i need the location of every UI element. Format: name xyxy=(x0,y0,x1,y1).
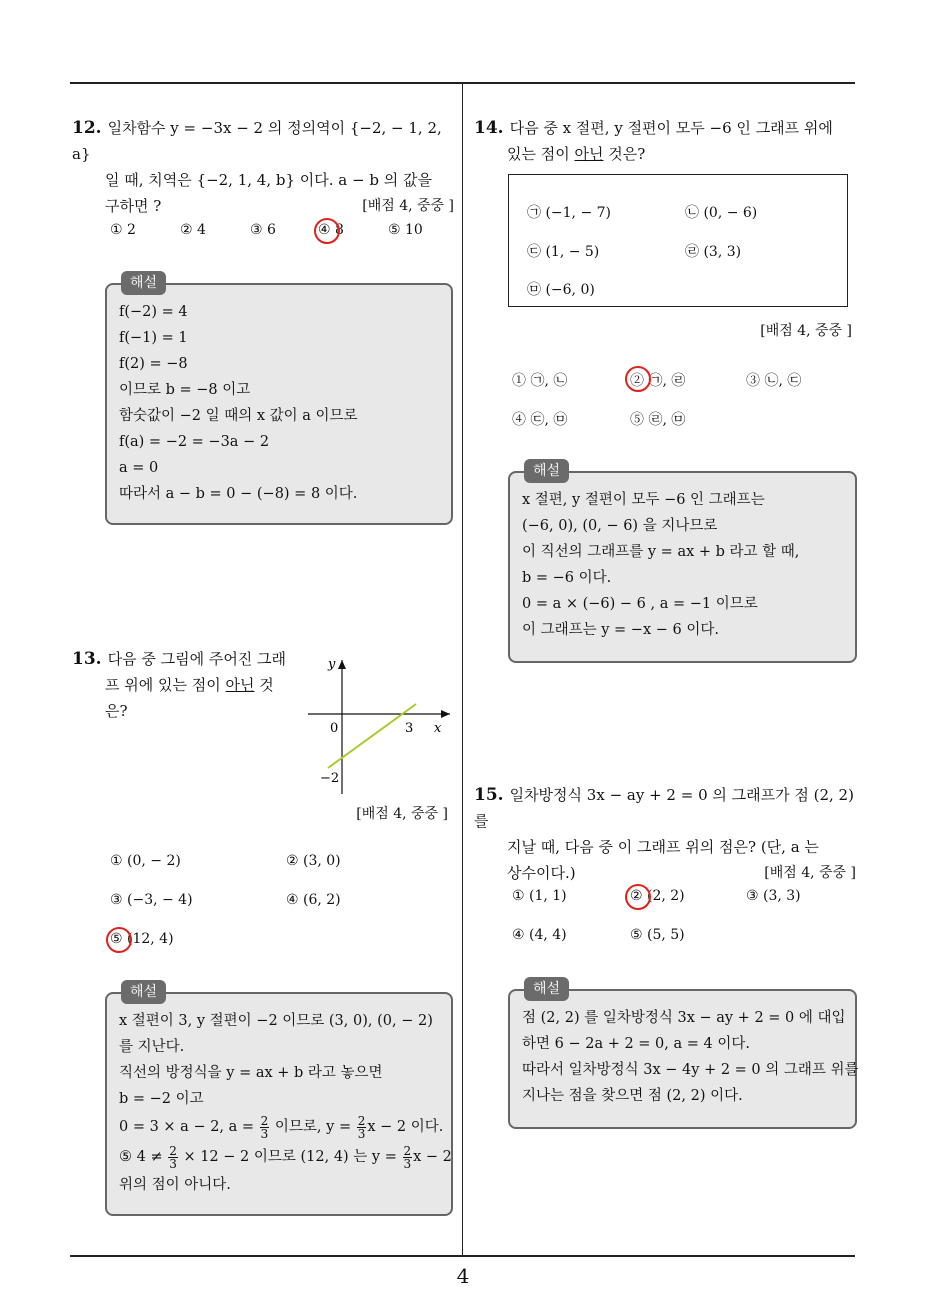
solution-box-13 xyxy=(105,984,453,1216)
statement-item: ㉢ (1, − 5) xyxy=(527,244,600,260)
solution-line: b = −2 이고 xyxy=(119,1091,204,1107)
question-12 xyxy=(72,115,454,219)
solution-text: x − 2 xyxy=(413,1149,452,1165)
statement-box-14 xyxy=(508,174,848,307)
choice-3[interactable]: ③ (3, 3) xyxy=(746,888,801,904)
question-text-line: 지날 때, 다음 중 이 그래프 위의 점은? (단, a 는 xyxy=(507,838,819,856)
question-text-line: 일차방정식 3x − ay + 2 = 0 의 그래프가 점 (2, 2) 를 xyxy=(474,786,854,830)
choice-3[interactable]: ③ (−3, − 4) xyxy=(110,892,193,908)
answer-circle xyxy=(625,366,651,392)
choice-4[interactable]: ④ (6, 2) xyxy=(286,892,341,908)
question-15 xyxy=(474,782,856,886)
solution-text: 이므로, y = xyxy=(270,1119,356,1135)
solution-text: x − 2 이다. xyxy=(367,1119,444,1135)
solution-line: 지나는 점을 찾으면 점 (2, 2) 이다. xyxy=(522,1088,743,1104)
bottom-rule xyxy=(70,1255,855,1257)
solution-line: x 절편, y 절편이 모두 −6 인 그래프는 xyxy=(522,492,765,508)
question-text-line: 다음 중 그림에 주어진 그래 xyxy=(107,650,287,668)
statement-item: ㉡ (0, − 6) xyxy=(685,205,758,221)
choice-5[interactable]: ⑤ ㉣, ㉤ xyxy=(630,412,686,428)
choice-3[interactable]: ③ 6 xyxy=(250,222,276,238)
solution-line: 직선의 방정식을 y = ax + b 라고 놓으면 xyxy=(119,1065,383,1081)
question-number: 13. xyxy=(72,649,102,669)
statement-item: ㉤ (−6, 0) xyxy=(527,282,595,298)
y-axis-label: y xyxy=(328,657,336,672)
question-number: 12. xyxy=(72,118,102,138)
solution-line xyxy=(119,1112,444,1142)
statement-item: ㉠ (−1, − 7) xyxy=(527,205,611,221)
x-axis-label: x xyxy=(434,721,442,736)
fraction-numerator: 2 xyxy=(169,1143,177,1158)
question-text-line: 있는 점이 xyxy=(507,145,575,163)
fraction-denominator: 3 xyxy=(357,1126,366,1141)
question-text-line: 일 때, 치역은 {−2, 1, 4, b} 이다. a − b 의 값을 xyxy=(105,171,432,189)
fraction-denominator: 3 xyxy=(260,1126,269,1141)
solution-line: 0 = a × (−6) − 6 , a = −1 이므로 xyxy=(522,596,758,612)
choice-4[interactable]: ④ ㉢, ㉤ xyxy=(512,412,568,428)
solution-line: 위의 점이 아니다. xyxy=(119,1177,231,1193)
solution-line: f(−1) = 1 xyxy=(119,330,188,346)
question-14 xyxy=(474,115,852,167)
solution-line: 이 그래프는 y = −x − 6 이다. xyxy=(522,622,719,638)
choice-1[interactable]: ① 2 xyxy=(110,222,136,238)
solution-line: x 절편이 3, y 절편이 −2 이므로 (3, 0), (0, − 2) xyxy=(119,1013,433,1029)
solution-line: f(2) = −8 xyxy=(119,356,188,372)
fraction xyxy=(403,1145,413,1170)
choice-5[interactable]: ⑤ 10 xyxy=(388,222,423,238)
choice-1[interactable]: ① (1, 1) xyxy=(512,888,567,904)
fraction-numerator: 2 xyxy=(403,1143,412,1158)
choice-4[interactable]: ④ 8 xyxy=(318,222,344,238)
solution-line: 함숫값이 −2 일 때의 x 값이 a 이므로 xyxy=(119,408,358,424)
solution-line: 점 (2, 2) 를 일차방정식 3x − ay + 2 = 0 에 대입 xyxy=(522,1010,846,1026)
fraction xyxy=(357,1115,367,1140)
score-meta: [배점 4, 중중 ] xyxy=(760,323,852,339)
question-text-line: 것은? xyxy=(603,145,646,163)
solution-tag: 해설 xyxy=(524,977,569,1001)
fraction-numerator: 2 xyxy=(260,1113,269,1128)
solution-box-15 xyxy=(508,981,859,1129)
question-text-line: 상수이다.) xyxy=(507,864,576,882)
question-number: 14. xyxy=(474,118,504,138)
question-text-line: 프 위에 있는 점이 xyxy=(105,676,226,694)
solution-line: f(a) = −2 = −3a − 2 xyxy=(119,434,270,450)
fraction-denominator: 3 xyxy=(169,1156,177,1171)
choice-4[interactable]: ④ (4, 4) xyxy=(512,927,567,943)
answer-circle xyxy=(314,218,340,244)
fraction-denominator: 3 xyxy=(403,1156,412,1171)
not-emphasis: 아닌 xyxy=(225,676,255,694)
question-text-line: 은? xyxy=(105,702,128,720)
solution-line: f(−2) = 4 xyxy=(119,304,188,320)
solution-line xyxy=(119,1142,452,1172)
y-tick-label: −2 xyxy=(320,771,340,786)
solution-tag: 해설 xyxy=(121,271,166,295)
choice-3[interactable]: ③ ㉡, ㉢ xyxy=(746,373,802,389)
solution-text: 0 = 3 × a − 2, a = xyxy=(119,1119,259,1135)
choice-1[interactable]: ① (0, − 2) xyxy=(110,853,181,869)
choice-1[interactable]: ① ㉠, ㉡ xyxy=(512,373,568,389)
fraction xyxy=(260,1115,270,1140)
score-meta: [배점 4, 중중 ] xyxy=(362,198,454,214)
choice-2[interactable]: ② ㉠, ㉣ xyxy=(630,373,686,389)
solution-text: × 12 − 2 이므로 (12, 4) 는 y = xyxy=(178,1149,402,1165)
origin-label: 0 xyxy=(330,721,339,736)
solution-line: (−6, 0), (0, − 6) 을 지나므로 xyxy=(522,518,718,534)
column-divider xyxy=(462,84,463,1255)
page-number: 4 xyxy=(456,1264,470,1288)
solution-line: 따라서 일차방정식 3x − 4y + 2 = 0 의 그래프 위를 xyxy=(522,1062,859,1078)
question-number: 15. xyxy=(474,785,504,805)
solution-tag: 해설 xyxy=(524,459,569,483)
fraction xyxy=(168,1145,178,1170)
solution-line: 이므로 b = −8 이고 xyxy=(119,382,251,398)
statement-item: ㉣ (3, 3) xyxy=(685,244,742,260)
solution-box-12 xyxy=(105,275,453,525)
solution-line: 하면 6 − 2a + 2 = 0, a = 4 이다. xyxy=(522,1036,750,1052)
solution-line: 따라서 a − b = 0 − (−8) = 8 이다. xyxy=(119,486,358,502)
fraction-numerator: 2 xyxy=(357,1113,366,1128)
question-13 xyxy=(72,646,302,724)
answer-circle xyxy=(625,884,651,910)
solution-line: 이 직선의 그래프를 y = ax + b 라고 할 때, xyxy=(522,544,800,560)
x-tick-label: 3 xyxy=(405,721,414,736)
choice-2[interactable]: ② (2, 2) xyxy=(630,888,685,904)
solution-text: ⑤ 4 ≠ xyxy=(119,1149,168,1165)
question-text-line: 다음 중 x 절편, y 절편이 모두 −6 인 그래프 위에 xyxy=(509,119,833,137)
answer-circle xyxy=(106,927,132,953)
not-emphasis: 아닌 xyxy=(574,145,604,163)
solution-tag: 해설 xyxy=(121,980,166,1004)
solution-line: 를 지난다. xyxy=(119,1039,185,1055)
score-meta: [배점 4, 중중 ] xyxy=(764,865,856,881)
solution-box-14 xyxy=(508,463,857,663)
choice-5[interactable]: ⑤ (12, 4) xyxy=(110,931,174,947)
choice-2[interactable]: ② (3, 0) xyxy=(286,853,341,869)
question-text-line: 것 xyxy=(254,676,274,694)
solution-line: a = 0 xyxy=(119,460,159,476)
score-meta: [배점 4, 중중 ] xyxy=(356,806,448,822)
choice-2[interactable]: ② 4 xyxy=(180,222,206,238)
graph-13 xyxy=(300,652,460,802)
question-text-line: 구하면 ? xyxy=(105,197,162,215)
choice-5[interactable]: ⑤ (5, 5) xyxy=(630,927,685,943)
question-text-line: 일차함수 y = −3x − 2 의 정의역이 {−2, − 1, 2, a} xyxy=(72,119,442,163)
solution-line: b = −6 이다. xyxy=(522,570,612,586)
